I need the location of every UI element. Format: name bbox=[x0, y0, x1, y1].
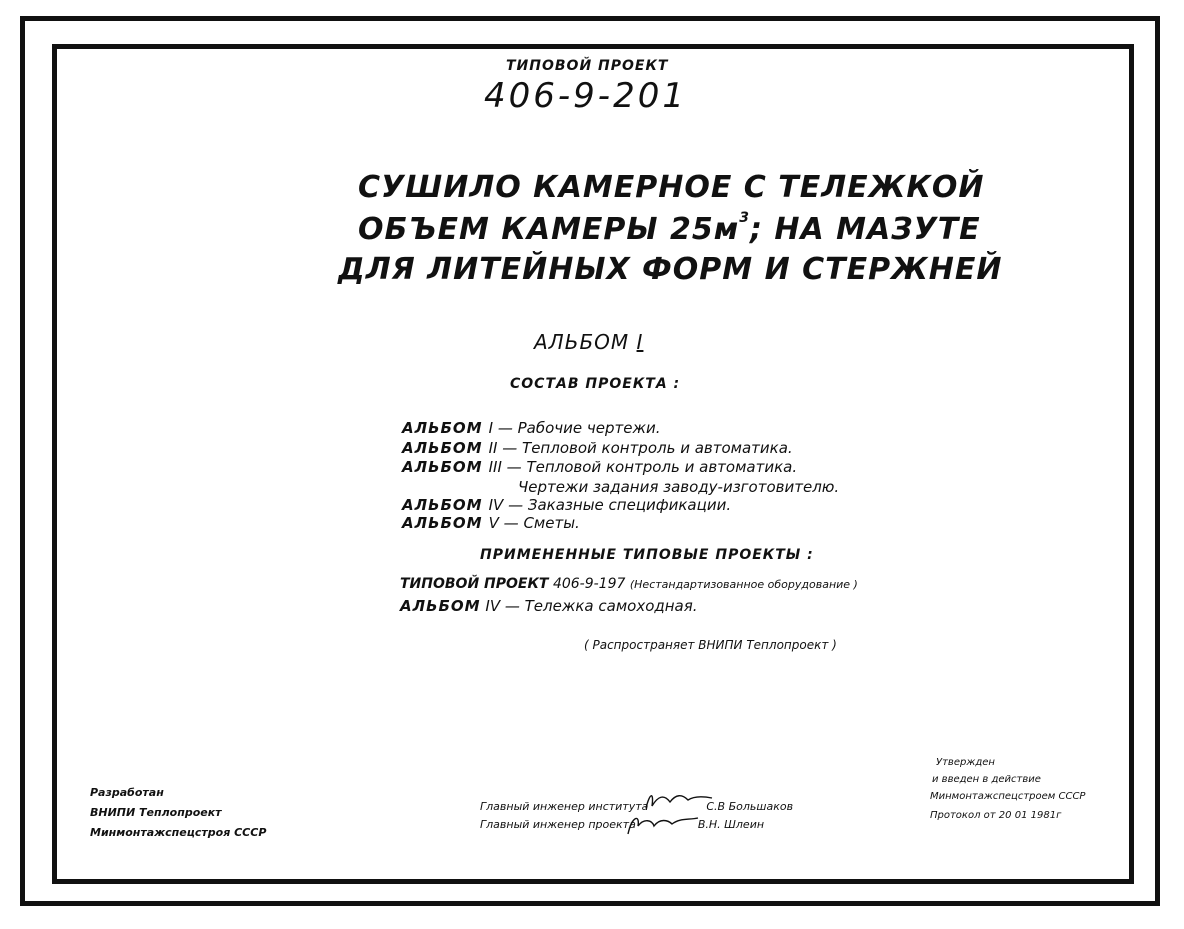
developer-line-3: Минмонтажспецстроя СССР bbox=[90, 826, 267, 839]
composition-item-label: АЛЬБОМ bbox=[402, 439, 483, 457]
applied-album-text: Тележка самоходная. bbox=[524, 597, 698, 615]
composition-item-continuation: Чертежи задания заводу-изготовителю. bbox=[518, 478, 840, 496]
applied-ref-number: 406-9-197 bbox=[552, 576, 626, 592]
distribution-note: ( Распространяет ВНИПИ Теплопроект ) bbox=[584, 638, 837, 652]
protocol-label: Протокол от bbox=[930, 810, 996, 821]
chief-institute-name: С.В Большаков bbox=[706, 800, 794, 813]
developer-line-1: Разработан bbox=[90, 786, 164, 799]
composition-header: СОСТАВ ПРОЕКТА : bbox=[510, 376, 681, 392]
protocol-year: 1981г bbox=[1030, 810, 1062, 821]
composition-item bbox=[402, 514, 580, 532]
composition-item-num: II — bbox=[488, 439, 518, 457]
album-number: I bbox=[636, 330, 644, 354]
title-line-2-tail: ; НА МАЗУТЕ bbox=[749, 212, 981, 247]
chief-project-name: В.Н. Шлеин bbox=[697, 818, 765, 831]
title-line-3: ДЛЯ ЛИТЕЙНЫХ ФОРМ И СТЕРЖНЕЙ bbox=[338, 252, 1003, 287]
composition-item bbox=[402, 439, 793, 457]
chief-project-label: Главный инженер проекта bbox=[480, 818, 636, 831]
applied-ref-note: (Нестандартизованное оборудование ) bbox=[629, 578, 858, 591]
applied-ref-label: ТИПОВОЙ ПРОЕКТ bbox=[400, 576, 549, 592]
composition-item-num: IV — bbox=[488, 496, 524, 514]
composition-item-text: Рабочие чертежи. bbox=[517, 419, 661, 437]
approval-line-2: и введен в действие bbox=[932, 774, 1041, 785]
composition-item-num: V — bbox=[488, 514, 519, 532]
album-label: АЛЬБОМ bbox=[534, 330, 630, 354]
title-line-2 bbox=[358, 212, 981, 247]
series-number: 406-9-201 bbox=[484, 76, 687, 116]
composition-item-text: Сметы. bbox=[523, 514, 580, 532]
composition-item-text: Тепловой контроль и автоматика. bbox=[522, 439, 793, 457]
signature-project-graphic bbox=[624, 808, 704, 838]
protocol-date: 20 01 bbox=[998, 810, 1028, 821]
chief-project-line bbox=[480, 818, 764, 831]
approval-line-1: Утвержден bbox=[936, 757, 995, 768]
composition-item-label: АЛЬБОМ bbox=[402, 496, 483, 514]
album-heading bbox=[534, 330, 643, 354]
composition-item bbox=[402, 419, 661, 437]
composition-item-label: АЛЬБОМ bbox=[402, 419, 483, 437]
title-line-1: СУШИЛО КАМЕРНОЕ С ТЕЛЕЖКОЙ bbox=[358, 170, 985, 205]
composition-item-label: АЛЬБОМ bbox=[402, 514, 483, 532]
approval-line-3: Минмонтажспецстроем СССР bbox=[930, 791, 1086, 802]
title-line-2-main: ОБЪЕМ КАМЕРЫ 25м bbox=[358, 212, 740, 247]
composition-item bbox=[402, 458, 797, 476]
approval-protocol bbox=[930, 810, 1061, 821]
composition-item-num: III — bbox=[488, 458, 522, 476]
applied-projects-header: ПРИМЕНЕННЫЕ ТИПОВЫЕ ПРОЕКТЫ : bbox=[480, 547, 814, 563]
composition-item-label: АЛЬБОМ bbox=[402, 458, 483, 476]
applied-project-ref bbox=[400, 576, 858, 592]
title-superscript: 3 bbox=[739, 210, 750, 226]
applied-album-label: АЛЬБОМ bbox=[400, 597, 481, 615]
composition-item-text: Заказные спецификации. bbox=[527, 496, 732, 514]
developer-line-2: ВНИПИ Теплопроект bbox=[90, 806, 222, 819]
composition-item-num: I — bbox=[488, 419, 513, 437]
composition-item-text: Тепловой контроль и автоматика. bbox=[526, 458, 798, 476]
chief-institute-label: Главный инженер института bbox=[480, 800, 649, 813]
applied-album-ref bbox=[400, 597, 698, 615]
series-label: ТИПОВОЙ ПРОЕКТ bbox=[506, 58, 669, 74]
applied-album-num: IV — bbox=[485, 597, 520, 615]
composition-item bbox=[402, 496, 731, 514]
